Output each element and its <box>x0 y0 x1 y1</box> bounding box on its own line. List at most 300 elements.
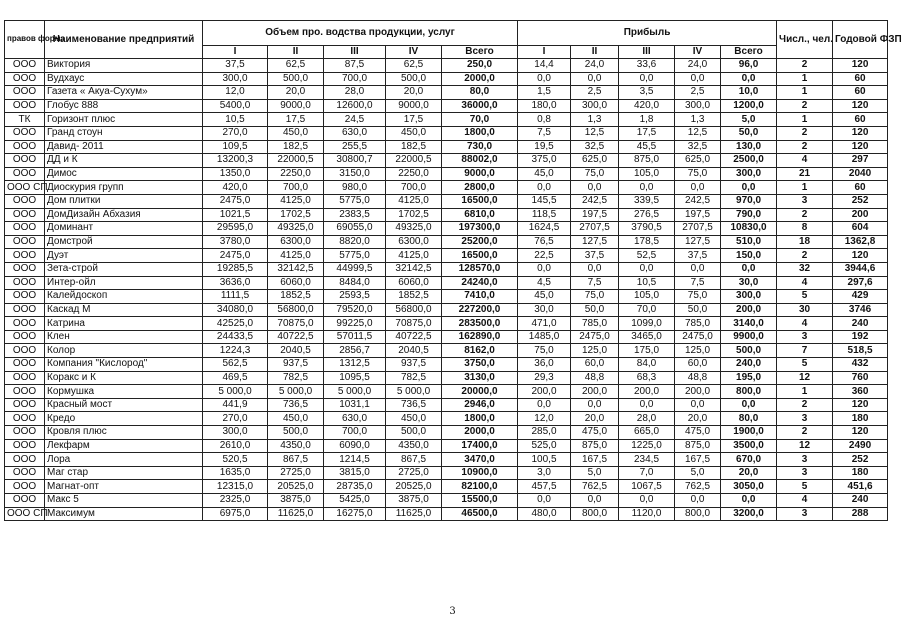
header-volume-q4: IV <box>386 46 442 59</box>
profit-total-cell: 130,0 <box>721 140 777 154</box>
profit-q2-cell: 762,5 <box>571 480 619 494</box>
volume-total-cell: 2800,0 <box>442 181 518 195</box>
volume-q4-cell: 867,5 <box>386 453 442 467</box>
profit-q2-cell: 60,0 <box>571 358 619 372</box>
profit-total-cell: 300,0 <box>721 290 777 304</box>
header-volume-q2: II <box>268 46 324 59</box>
volume-q4-cell: 3875,0 <box>386 494 442 508</box>
header-profit-total: Всего <box>721 46 777 59</box>
profit-q1-cell: 19,5 <box>518 140 571 154</box>
profit-q1-cell: 45,0 <box>518 290 571 304</box>
enterprise-name-cell: Диоскурия групп <box>45 181 203 195</box>
volume-q2-cell: 20,0 <box>268 86 324 100</box>
profit-q2-cell: 242,5 <box>571 194 619 208</box>
profit-q2-cell: 125,0 <box>571 344 619 358</box>
enterprise-name-cell: Магнат-опт <box>45 480 203 494</box>
table-row <box>5 235 888 249</box>
volume-total-cell: 46500,0 <box>442 507 518 521</box>
profit-total-cell: 0,0 <box>721 398 777 412</box>
profit-q1-cell: 14,4 <box>518 59 571 73</box>
enterprise-name-cell: Интер-ойл <box>45 276 203 290</box>
table-row <box>5 194 888 208</box>
fzp-cell: 180 <box>833 466 888 480</box>
table-row <box>5 507 888 521</box>
profit-total-cell: 30,0 <box>721 276 777 290</box>
profit-q2-cell: 167,5 <box>571 453 619 467</box>
enterprise-name-cell: Каскад М <box>45 303 203 317</box>
volume-q3-cell: 12600,0 <box>324 99 386 113</box>
fzp-cell: 297 <box>833 154 888 168</box>
profit-q2-cell: 20,0 <box>571 412 619 426</box>
volume-q1-cell: 2610,0 <box>203 439 268 453</box>
enterprise-name-cell: Гранд стоун <box>45 126 203 140</box>
fzp-cell: 2490 <box>833 439 888 453</box>
fzp-cell: 200 <box>833 208 888 222</box>
profit-total-cell: 3050,0 <box>721 480 777 494</box>
employees-cell: 3 <box>777 412 833 426</box>
profit-total-cell: 3500,0 <box>721 439 777 453</box>
profit-q3-cell: 200,0 <box>619 385 675 399</box>
volume-q4-cell: 32142,5 <box>386 262 442 276</box>
volume-q4-cell: 2250,0 <box>386 167 442 181</box>
fzp-cell: 240 <box>833 494 888 508</box>
volume-q4-cell: 182,5 <box>386 140 442 154</box>
employees-cell: 3 <box>777 330 833 344</box>
volume-q2-cell: 736,5 <box>268 398 324 412</box>
profit-q2-cell: 75,0 <box>571 290 619 304</box>
volume-q1-cell: 520,5 <box>203 453 268 467</box>
profit-q3-cell: 1099,0 <box>619 317 675 331</box>
profit-q1-cell: 22,5 <box>518 249 571 263</box>
table-row <box>5 126 888 140</box>
profit-q4-cell: 2475,0 <box>675 330 721 344</box>
profit-total-cell: 500,0 <box>721 344 777 358</box>
profit-q4-cell: 0,0 <box>675 494 721 508</box>
fzp-cell: 451,6 <box>833 480 888 494</box>
table-row <box>5 99 888 113</box>
volume-total-cell: 70,0 <box>442 113 518 127</box>
volume-q2-cell: 5 000,0 <box>268 385 324 399</box>
profit-q1-cell: 0,0 <box>518 72 571 86</box>
legal-form-cell: ООО <box>5 140 45 154</box>
employees-cell: 4 <box>777 276 833 290</box>
volume-q2-cell: 500,0 <box>268 72 324 86</box>
profit-q3-cell: 1,8 <box>619 113 675 127</box>
profit-q2-cell: 50,0 <box>571 303 619 317</box>
volume-total-cell: 17400,0 <box>442 439 518 453</box>
volume-q3-cell: 255,5 <box>324 140 386 154</box>
table-row <box>5 358 888 372</box>
enterprise-name-cell: ДД и К <box>45 154 203 168</box>
profit-q2-cell: 7,5 <box>571 276 619 290</box>
profit-q2-cell: 875,0 <box>571 439 619 453</box>
legal-form-cell: ООО <box>5 235 45 249</box>
volume-q4-cell: 1852,5 <box>386 290 442 304</box>
profit-q3-cell: 3,5 <box>619 86 675 100</box>
volume-q4-cell: 450,0 <box>386 126 442 140</box>
volume-q1-cell: 562,5 <box>203 358 268 372</box>
profit-q4-cell: 167,5 <box>675 453 721 467</box>
volume-q3-cell: 5775,0 <box>324 194 386 208</box>
profit-q3-cell: 339,5 <box>619 194 675 208</box>
table-row <box>5 167 888 181</box>
volume-total-cell: 128570,0 <box>442 262 518 276</box>
volume-q1-cell: 24433,5 <box>203 330 268 344</box>
volume-q4-cell: 4125,0 <box>386 249 442 263</box>
profit-total-cell: 195,0 <box>721 371 777 385</box>
volume-q4-cell: 49325,0 <box>386 222 442 236</box>
profit-q1-cell: 1,5 <box>518 86 571 100</box>
volume-total-cell: 80,0 <box>442 86 518 100</box>
profit-q3-cell: 10,5 <box>619 276 675 290</box>
fzp-cell: 120 <box>833 249 888 263</box>
employees-cell: 4 <box>777 494 833 508</box>
profit-q3-cell: 28,0 <box>619 412 675 426</box>
profit-q4-cell: 75,0 <box>675 167 721 181</box>
enterprise-name-cell: Дом плитки <box>45 194 203 208</box>
profit-q3-cell: 0,0 <box>619 398 675 412</box>
profit-q3-cell: 52,5 <box>619 249 675 263</box>
profit-q4-cell: 20,0 <box>675 412 721 426</box>
legal-form-cell: ООО <box>5 398 45 412</box>
volume-q3-cell: 3150,0 <box>324 167 386 181</box>
enterprise-name-cell: Давид- 2011 <box>45 140 203 154</box>
table-row <box>5 371 888 385</box>
volume-q3-cell: 3815,0 <box>324 466 386 480</box>
profit-q3-cell: 0,0 <box>619 262 675 276</box>
employees-cell: 5 <box>777 290 833 304</box>
employees-cell: 5 <box>777 480 833 494</box>
profit-q4-cell: 7,5 <box>675 276 721 290</box>
volume-q4-cell: 500,0 <box>386 72 442 86</box>
fzp-cell: 360 <box>833 385 888 399</box>
fzp-cell: 60 <box>833 86 888 100</box>
volume-q2-cell: 4350,0 <box>268 439 324 453</box>
profit-q2-cell: 475,0 <box>571 426 619 440</box>
legal-form-cell: ООО СП <box>5 181 45 195</box>
volume-total-cell: 250,0 <box>442 59 518 73</box>
volume-total-cell: 15500,0 <box>442 494 518 508</box>
employees-cell: 3 <box>777 453 833 467</box>
profit-q1-cell: 3,0 <box>518 466 571 480</box>
profit-q1-cell: 471,0 <box>518 317 571 331</box>
profit-q1-cell: 0,0 <box>518 181 571 195</box>
profit-q4-cell: 24,0 <box>675 59 721 73</box>
profit-q4-cell: 0,0 <box>675 262 721 276</box>
volume-q2-cell: 11625,0 <box>268 507 324 521</box>
profit-q4-cell: 197,5 <box>675 208 721 222</box>
volume-q4-cell: 11625,0 <box>386 507 442 521</box>
table-row <box>5 303 888 317</box>
volume-q1-cell: 29595,0 <box>203 222 268 236</box>
legal-form-cell: ООО <box>5 59 45 73</box>
volume-total-cell: 25200,0 <box>442 235 518 249</box>
profit-q4-cell: 50,0 <box>675 303 721 317</box>
profit-total-cell: 300,0 <box>721 167 777 181</box>
legal-form-cell: ООО <box>5 86 45 100</box>
employees-cell: 2 <box>777 208 833 222</box>
profit-q1-cell: 200,0 <box>518 385 571 399</box>
volume-q2-cell: 22000,5 <box>268 154 324 168</box>
profit-q3-cell: 0,0 <box>619 72 675 86</box>
volume-q3-cell: 630,0 <box>324 126 386 140</box>
volume-q3-cell: 8484,0 <box>324 276 386 290</box>
enterprise-name-cell: Доминант <box>45 222 203 236</box>
employees-cell: 32 <box>777 262 833 276</box>
profit-q4-cell: 12,5 <box>675 126 721 140</box>
profit-q3-cell: 0,0 <box>619 494 675 508</box>
volume-q4-cell: 700,0 <box>386 181 442 195</box>
volume-q2-cell: 2040,5 <box>268 344 324 358</box>
volume-total-cell: 227200,0 <box>442 303 518 317</box>
profit-q2-cell: 300,0 <box>571 99 619 113</box>
profit-q4-cell: 32,5 <box>675 140 721 154</box>
table-row <box>5 439 888 453</box>
volume-q2-cell: 450,0 <box>268 126 324 140</box>
header-profit: Прибыль <box>518 21 777 46</box>
volume-q2-cell: 70875,0 <box>268 317 324 331</box>
profit-q2-cell: 12,5 <box>571 126 619 140</box>
profit-q4-cell: 475,0 <box>675 426 721 440</box>
volume-q3-cell: 700,0 <box>324 426 386 440</box>
profit-q2-cell: 2475,0 <box>571 330 619 344</box>
volume-q1-cell: 2325,0 <box>203 494 268 508</box>
volume-total-cell: 24240,0 <box>442 276 518 290</box>
volume-q3-cell: 2856,7 <box>324 344 386 358</box>
employees-cell: 2 <box>777 140 833 154</box>
profit-q4-cell: 5,0 <box>675 466 721 480</box>
volume-q3-cell: 79520,0 <box>324 303 386 317</box>
profit-total-cell: 96,0 <box>721 59 777 73</box>
volume-q1-cell: 300,0 <box>203 426 268 440</box>
profit-q1-cell: 75,0 <box>518 344 571 358</box>
profit-q3-cell: 875,0 <box>619 154 675 168</box>
table-row <box>5 262 888 276</box>
profit-q3-cell: 68,3 <box>619 371 675 385</box>
employees-cell: 18 <box>777 235 833 249</box>
volume-total-cell: 2000,0 <box>442 72 518 86</box>
enterprise-name-cell: Макс 5 <box>45 494 203 508</box>
table-row <box>5 412 888 426</box>
profit-q1-cell: 100,5 <box>518 453 571 467</box>
profit-q4-cell: 875,0 <box>675 439 721 453</box>
legal-form-cell: ООО <box>5 344 45 358</box>
legal-form-cell: ООО <box>5 494 45 508</box>
profit-total-cell: 0,0 <box>721 181 777 195</box>
volume-q4-cell: 500,0 <box>386 426 442 440</box>
profit-total-cell: 80,0 <box>721 412 777 426</box>
volume-total-cell: 6810,0 <box>442 208 518 222</box>
volume-total-cell: 283500,0 <box>442 317 518 331</box>
volume-total-cell: 1800,0 <box>442 412 518 426</box>
profit-q3-cell: 3465,0 <box>619 330 675 344</box>
profit-total-cell: 0,0 <box>721 262 777 276</box>
enterprise-name-cell: Лора <box>45 453 203 467</box>
profit-total-cell: 10830,0 <box>721 222 777 236</box>
volume-q3-cell: 5 000,0 <box>324 385 386 399</box>
volume-q4-cell: 62,5 <box>386 59 442 73</box>
fzp-cell: 297,6 <box>833 276 888 290</box>
table-row <box>5 330 888 344</box>
profit-q3-cell: 7,0 <box>619 466 675 480</box>
profit-q2-cell: 75,0 <box>571 167 619 181</box>
enterprise-name-cell: Газета « Акуа-Сухум» <box>45 86 203 100</box>
enterprise-name-cell: Димос <box>45 167 203 181</box>
volume-q1-cell: 3780,0 <box>203 235 268 249</box>
profit-total-cell: 0,0 <box>721 494 777 508</box>
profit-q3-cell: 70,0 <box>619 303 675 317</box>
legal-form-cell: ООО <box>5 426 45 440</box>
employees-cell: 2 <box>777 59 833 73</box>
header-volume-q3: III <box>324 46 386 59</box>
legal-form-cell: ООО <box>5 167 45 181</box>
profit-q1-cell: 0,8 <box>518 113 571 127</box>
table-row <box>5 466 888 480</box>
profit-q4-cell: 242,5 <box>675 194 721 208</box>
volume-q3-cell: 1031,1 <box>324 398 386 412</box>
volume-q3-cell: 5425,0 <box>324 494 386 508</box>
volume-q1-cell: 420,0 <box>203 181 268 195</box>
profit-q2-cell: 24,0 <box>571 59 619 73</box>
volume-q2-cell: 4125,0 <box>268 249 324 263</box>
volume-q1-cell: 300,0 <box>203 72 268 86</box>
volume-q4-cell: 1702,5 <box>386 208 442 222</box>
profit-total-cell: 3200,0 <box>721 507 777 521</box>
volume-q4-cell: 20,0 <box>386 86 442 100</box>
profit-q3-cell: 178,5 <box>619 235 675 249</box>
profit-q3-cell: 105,0 <box>619 290 675 304</box>
employees-cell: 8 <box>777 222 833 236</box>
profit-q3-cell: 0,0 <box>619 181 675 195</box>
profit-q3-cell: 665,0 <box>619 426 675 440</box>
volume-total-cell: 197300,0 <box>442 222 518 236</box>
employees-cell: 2 <box>777 249 833 263</box>
volume-q2-cell: 182,5 <box>268 140 324 154</box>
fzp-cell: 60 <box>833 113 888 127</box>
volume-total-cell: 2000,0 <box>442 426 518 440</box>
table-body <box>5 59 888 521</box>
enterprise-name-cell: Компания "Кислород" <box>45 358 203 372</box>
profit-q2-cell: 200,0 <box>571 385 619 399</box>
volume-q4-cell: 70875,0 <box>386 317 442 331</box>
volume-q4-cell: 17,5 <box>386 113 442 127</box>
employees-cell: 1 <box>777 72 833 86</box>
volume-q1-cell: 1350,0 <box>203 167 268 181</box>
employees-cell: 2 <box>777 426 833 440</box>
profit-q1-cell: 480,0 <box>518 507 571 521</box>
profit-q3-cell: 45,5 <box>619 140 675 154</box>
profit-q2-cell: 37,5 <box>571 249 619 263</box>
profit-q1-cell: 30,0 <box>518 303 571 317</box>
legal-form-cell: ООО <box>5 72 45 86</box>
volume-q1-cell: 34080,0 <box>203 303 268 317</box>
volume-q1-cell: 3636,0 <box>203 276 268 290</box>
table-row <box>5 453 888 467</box>
volume-q1-cell: 441,9 <box>203 398 268 412</box>
profit-q1-cell: 145,5 <box>518 194 571 208</box>
volume-q3-cell: 57011,5 <box>324 330 386 344</box>
legal-form-cell: ООО <box>5 208 45 222</box>
profit-total-cell: 5,0 <box>721 113 777 127</box>
enterprise-name-cell: Красный мост <box>45 398 203 412</box>
table-row <box>5 494 888 508</box>
enterprise-report-table <box>4 20 902 521</box>
volume-total-cell: 88002,0 <box>442 154 518 168</box>
profit-q1-cell: 76,5 <box>518 235 571 249</box>
volume-q1-cell: 12,0 <box>203 86 268 100</box>
volume-q1-cell: 1635,0 <box>203 466 268 480</box>
volume-total-cell: 162890,0 <box>442 330 518 344</box>
fzp-cell: 760 <box>833 371 888 385</box>
volume-q2-cell: 40722,5 <box>268 330 324 344</box>
volume-q4-cell: 22000,5 <box>386 154 442 168</box>
employees-cell: 1 <box>777 113 833 127</box>
fzp-cell: 180 <box>833 412 888 426</box>
volume-q1-cell: 5400,0 <box>203 99 268 113</box>
profit-q1-cell: 285,0 <box>518 426 571 440</box>
fzp-cell: 3746 <box>833 303 888 317</box>
table-row <box>5 249 888 263</box>
volume-q4-cell: 6060,0 <box>386 276 442 290</box>
profit-q2-cell: 32,5 <box>571 140 619 154</box>
volume-q4-cell: 2040,5 <box>386 344 442 358</box>
profit-q1-cell: 0,0 <box>518 262 571 276</box>
volume-q1-cell: 42525,0 <box>203 317 268 331</box>
volume-q3-cell: 980,0 <box>324 181 386 195</box>
volume-q2-cell: 6060,0 <box>268 276 324 290</box>
enterprise-name-cell: Глобус 888 <box>45 99 203 113</box>
profit-total-cell: 50,0 <box>721 126 777 140</box>
enterprise-name-cell: Калейдоскоп <box>45 290 203 304</box>
volume-q1-cell: 270,0 <box>203 412 268 426</box>
volume-q1-cell: 270,0 <box>203 126 268 140</box>
legal-form-cell: ООО <box>5 466 45 480</box>
header-volume-q1: I <box>203 46 268 59</box>
employees-cell: 12 <box>777 439 833 453</box>
volume-total-cell: 10900,0 <box>442 466 518 480</box>
profit-q4-cell: 300,0 <box>675 99 721 113</box>
profit-q2-cell: 197,5 <box>571 208 619 222</box>
header-enterprise-name: Наименование предприятий <box>45 21 203 59</box>
enterprise-name-cell: Колор <box>45 344 203 358</box>
profit-q4-cell: 127,5 <box>675 235 721 249</box>
employees-cell: 1 <box>777 181 833 195</box>
profit-total-cell: 20,0 <box>721 466 777 480</box>
table-row <box>5 222 888 236</box>
legal-form-cell: ООО <box>5 303 45 317</box>
profit-total-cell: 790,0 <box>721 208 777 222</box>
fzp-cell: 120 <box>833 426 888 440</box>
volume-q3-cell: 5775,0 <box>324 249 386 263</box>
volume-q4-cell: 782,5 <box>386 371 442 385</box>
enterprise-name-cell: Маг стар <box>45 466 203 480</box>
fzp-cell: 252 <box>833 194 888 208</box>
profit-total-cell: 9900,0 <box>721 330 777 344</box>
legal-form-cell: ООО <box>5 194 45 208</box>
fzp-cell: 604 <box>833 222 888 236</box>
profit-q4-cell: 785,0 <box>675 317 721 331</box>
enterprise-name-cell: Максимум <box>45 507 203 521</box>
volume-q4-cell: 4125,0 <box>386 194 442 208</box>
fzp-cell: 3944,6 <box>833 262 888 276</box>
volume-q3-cell: 700,0 <box>324 72 386 86</box>
profit-q4-cell: 800,0 <box>675 507 721 521</box>
profit-q4-cell: 0,0 <box>675 181 721 195</box>
legal-form-cell: ООО <box>5 480 45 494</box>
legal-form-cell: ООО <box>5 412 45 426</box>
volume-q3-cell: 6090,0 <box>324 439 386 453</box>
profit-q3-cell: 1225,0 <box>619 439 675 453</box>
